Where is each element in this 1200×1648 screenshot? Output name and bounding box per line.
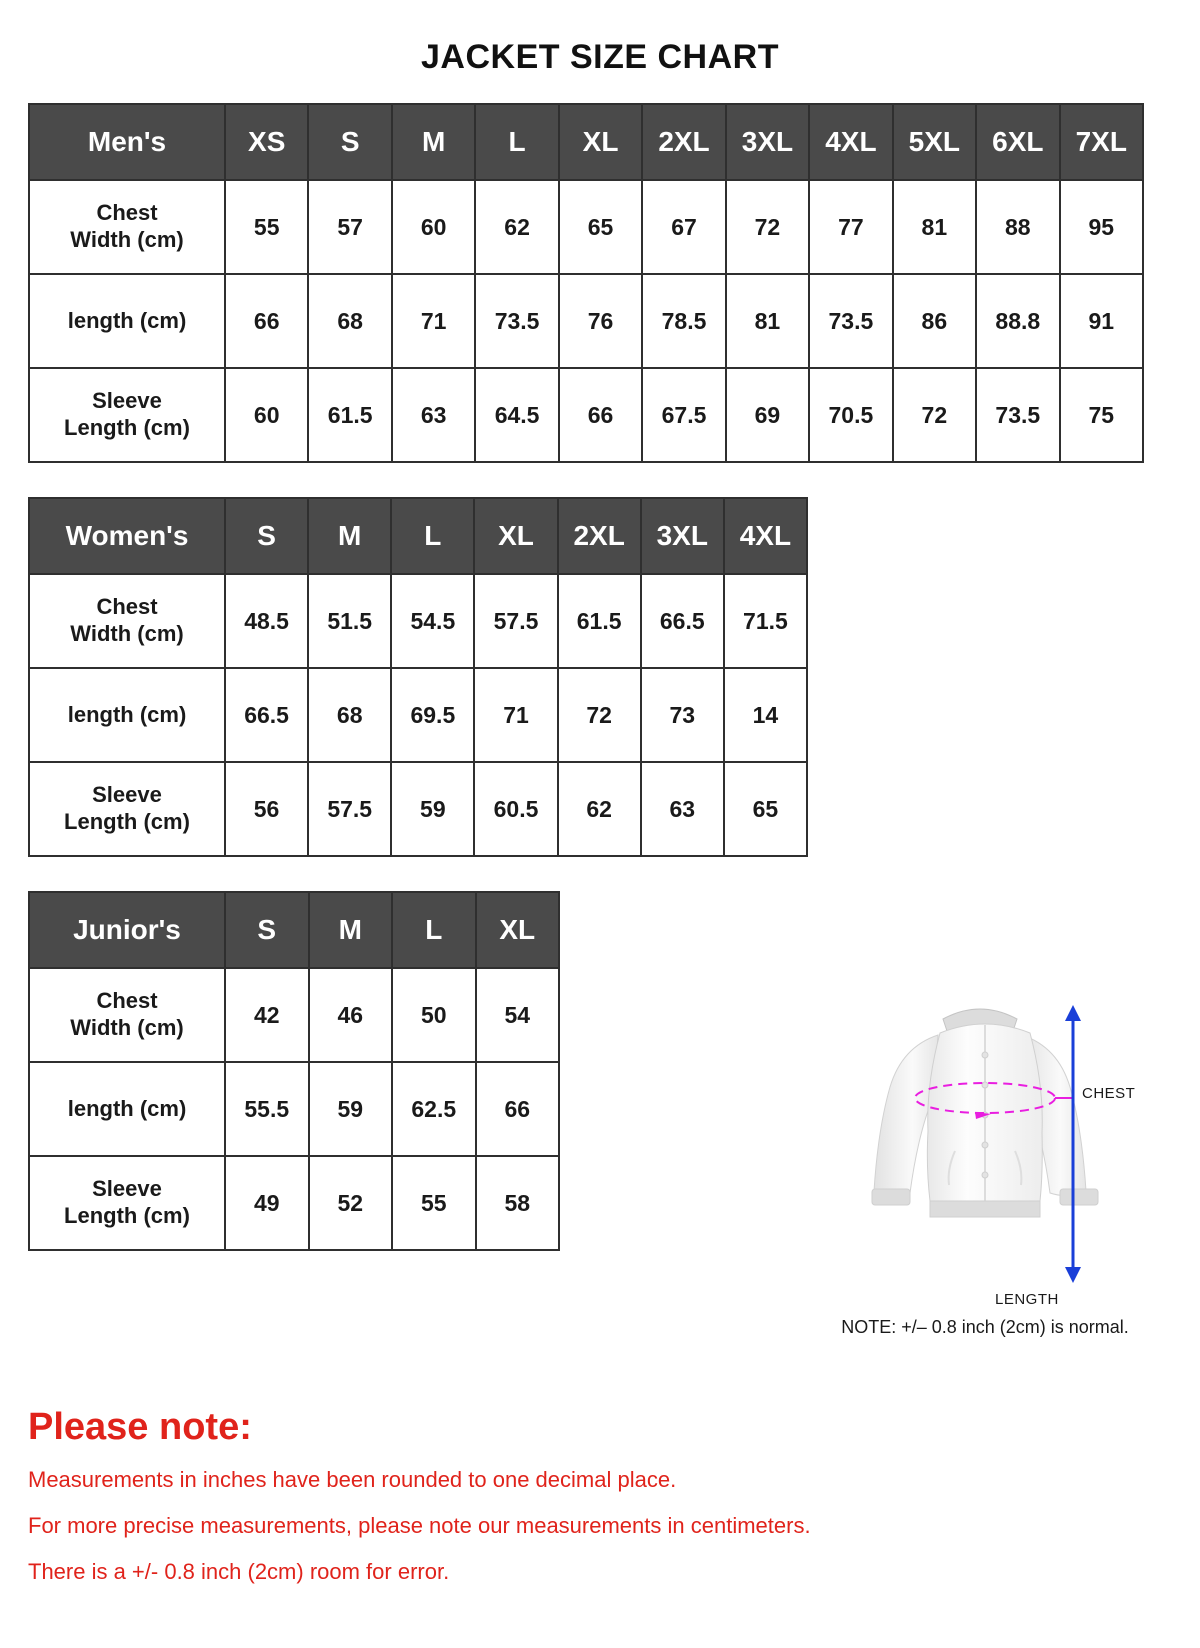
- row-label-line2: Length (cm): [64, 809, 190, 834]
- measurement-cell: 68: [308, 274, 391, 368]
- table-header-row: [29, 892, 559, 968]
- row-label: [29, 274, 225, 368]
- size-header-cell: M: [309, 892, 393, 968]
- size-header-cell: 7XL: [1060, 104, 1143, 180]
- size-header-cell: L: [392, 892, 476, 968]
- measurement-cell: 72: [893, 368, 976, 462]
- juniors-size-table: [28, 891, 560, 1251]
- measurement-cell: 66: [225, 274, 308, 368]
- size-header-cell: L: [475, 104, 558, 180]
- size-header-cell: 3XL: [726, 104, 809, 180]
- measurement-cell: 54: [476, 968, 560, 1062]
- row-label: [29, 368, 225, 462]
- measurement-cell: 57.5: [474, 574, 557, 668]
- size-header-cell: 4XL: [809, 104, 892, 180]
- size-header-cell: M: [308, 498, 391, 574]
- measurement-cell: 57: [308, 180, 391, 274]
- size-header-cell: XL: [476, 892, 560, 968]
- measurement-cell: 63: [641, 762, 724, 856]
- row-label: [29, 968, 225, 1062]
- row-label-line2: Width (cm): [70, 1015, 184, 1040]
- size-header-cell: S: [225, 892, 309, 968]
- measurement-cell: 59: [309, 1062, 393, 1156]
- size-header-cell: 2XL: [642, 104, 725, 180]
- measurement-cell: 71: [392, 274, 475, 368]
- measurement-cell: 46: [309, 968, 393, 1062]
- measurement-cell: 61.5: [308, 368, 391, 462]
- measurement-cell: 62.5: [392, 1062, 476, 1156]
- footer-line: There is a +/- 0.8 inch (2cm) room for error.: [28, 1559, 450, 1584]
- measurement-cell: 55.5: [225, 1062, 309, 1156]
- measurement-cell: 78.5: [642, 274, 725, 368]
- footer-line: For more precise measurements, please note our measurements in centimeters.: [28, 1513, 811, 1538]
- measurement-cell: 69: [726, 368, 809, 462]
- measurement-cell: 71: [474, 668, 557, 762]
- row-label: [29, 180, 225, 274]
- row-label-line1: length (cm): [67, 307, 187, 333]
- measurement-cell: 68: [308, 668, 391, 762]
- page-title: JACKET SIZE CHART: [421, 38, 779, 76]
- mens-header-label: Men's: [29, 104, 225, 180]
- measurement-cell: 66.5: [641, 574, 724, 668]
- measurement-cell: 72: [558, 668, 641, 762]
- size-header-cell: 5XL: [893, 104, 976, 180]
- row-label-line2: Width (cm): [70, 621, 184, 646]
- table-row: [29, 574, 807, 668]
- measurement-cell: 57.5: [308, 762, 391, 856]
- measurement-cell: 66.5: [225, 668, 308, 762]
- measurement-cell: 70.5: [809, 368, 892, 462]
- measurement-cell: 50: [392, 968, 476, 1062]
- chest-label: CHEST: [1082, 1085, 1136, 1102]
- measurement-cell: 62: [558, 762, 641, 856]
- row-label: [29, 1156, 225, 1250]
- table-row: [29, 180, 1143, 274]
- row-label-line2: Length (cm): [64, 415, 190, 440]
- size-header-cell: 3XL: [641, 498, 724, 574]
- measurement-cell: 67.5: [642, 368, 725, 462]
- measurement-cell: 91: [1060, 274, 1143, 368]
- table-header-row: [29, 498, 807, 574]
- measurement-cell: 52: [309, 1156, 393, 1250]
- measurement-cell: 71.5: [724, 574, 807, 668]
- measurement-cell: 88.8: [976, 274, 1059, 368]
- measurement-cell: 81: [893, 180, 976, 274]
- row-label: [29, 762, 225, 856]
- measurement-cell: 76: [559, 274, 642, 368]
- measurement-cell: 55: [225, 180, 308, 274]
- measurement-cell: 63: [392, 368, 475, 462]
- row-label-line2: Length (cm): [64, 1203, 190, 1228]
- row-label: [29, 668, 225, 762]
- juniors-header-label: Junior's: [29, 892, 225, 968]
- measurement-cell: 56: [225, 762, 308, 856]
- row-label: [29, 574, 225, 668]
- measurement-cell: 88: [976, 180, 1059, 274]
- measurement-cell: 86: [893, 274, 976, 368]
- row-label-line1: Chest: [96, 988, 158, 1014]
- size-header-cell: S: [225, 498, 308, 574]
- size-header-cell: XL: [559, 104, 642, 180]
- measurement-cell: 60: [392, 180, 475, 274]
- table-row: [29, 274, 1143, 368]
- measurement-cell: 72: [726, 180, 809, 274]
- size-header-cell: L: [391, 498, 474, 574]
- size-header-cell: XL: [474, 498, 557, 574]
- footer-notes: [28, 1406, 1128, 1605]
- row-label-line1: length (cm): [67, 701, 187, 727]
- measurement-illustration: [800, 973, 1170, 1338]
- measurement-cell: 77: [809, 180, 892, 274]
- measurement-cell: 60.5: [474, 762, 557, 856]
- table-row: [29, 368, 1143, 462]
- measurement-cell: 54.5: [391, 574, 474, 668]
- measurement-cell: 73.5: [475, 274, 558, 368]
- measurement-cell: 14: [724, 668, 807, 762]
- measurement-cell: 49: [225, 1156, 309, 1250]
- measurement-cell: 73.5: [976, 368, 1059, 462]
- measurement-cell: 51.5: [308, 574, 391, 668]
- size-header-cell: S: [308, 104, 391, 180]
- row-label-line1: Sleeve: [92, 388, 162, 414]
- row-label-line1: Chest: [96, 594, 158, 620]
- measurement-cell: 65: [559, 180, 642, 274]
- measurement-cell: 67: [642, 180, 725, 274]
- measurement-cell: 42: [225, 968, 309, 1062]
- measurement-cell: 55: [392, 1156, 476, 1250]
- measurement-cell: 95: [1060, 180, 1143, 274]
- table-row: [29, 762, 807, 856]
- row-label-line1: length (cm): [67, 1095, 187, 1121]
- size-header-cell: 6XL: [976, 104, 1059, 180]
- mens-size-table: [28, 103, 1144, 463]
- measurement-cell: 48.5: [225, 574, 308, 668]
- measurement-cell: 62: [475, 180, 558, 274]
- table-row: [29, 1156, 559, 1250]
- table-row: [29, 968, 559, 1062]
- row-label-line1: Sleeve: [92, 1176, 162, 1202]
- size-header-cell: M: [392, 104, 475, 180]
- measurement-cell: 75: [1060, 368, 1143, 462]
- table-row: [29, 1062, 559, 1156]
- size-header-cell: 4XL: [724, 498, 807, 574]
- womens-size-table: [28, 497, 808, 857]
- footer-heading: Please note:: [28, 1406, 252, 1448]
- measurement-cell: 73.5: [809, 274, 892, 368]
- measurement-cell: 61.5: [558, 574, 641, 668]
- table-row: [29, 668, 807, 762]
- womens-header-label: Women's: [29, 498, 225, 574]
- row-label-line1: Chest: [96, 200, 158, 226]
- size-chart-page: [0, 38, 1200, 1648]
- row-label: [29, 1062, 225, 1156]
- table-header-row: [29, 104, 1143, 180]
- measurement-cell: 69.5: [391, 668, 474, 762]
- row-label-line1: Sleeve: [92, 782, 162, 808]
- measurement-cell: 64.5: [475, 368, 558, 462]
- measurement-cell: 66: [476, 1062, 560, 1156]
- measurement-cell: 59: [391, 762, 474, 856]
- measurement-cell: 58: [476, 1156, 560, 1250]
- row-label-line2: Width (cm): [70, 227, 184, 252]
- size-header-cell: 2XL: [558, 498, 641, 574]
- jacket-figure: [820, 973, 1150, 1308]
- jacket-diagram-svg: [820, 973, 1150, 1303]
- measurement-cell: 66: [559, 368, 642, 462]
- footer-line: Measurements in inches have been rounded to one decimal place.: [28, 1467, 677, 1492]
- length-label: LENGTH: [995, 1291, 1059, 1308]
- size-header-cell: XS: [225, 104, 308, 180]
- tolerance-note: NOTE: +/– 0.8 inch (2cm) is normal.: [841, 1317, 1129, 1337]
- measurement-cell: 81: [726, 274, 809, 368]
- measurement-cell: 73: [641, 668, 724, 762]
- measurement-cell: 65: [724, 762, 807, 856]
- measurement-cell: 60: [225, 368, 308, 462]
